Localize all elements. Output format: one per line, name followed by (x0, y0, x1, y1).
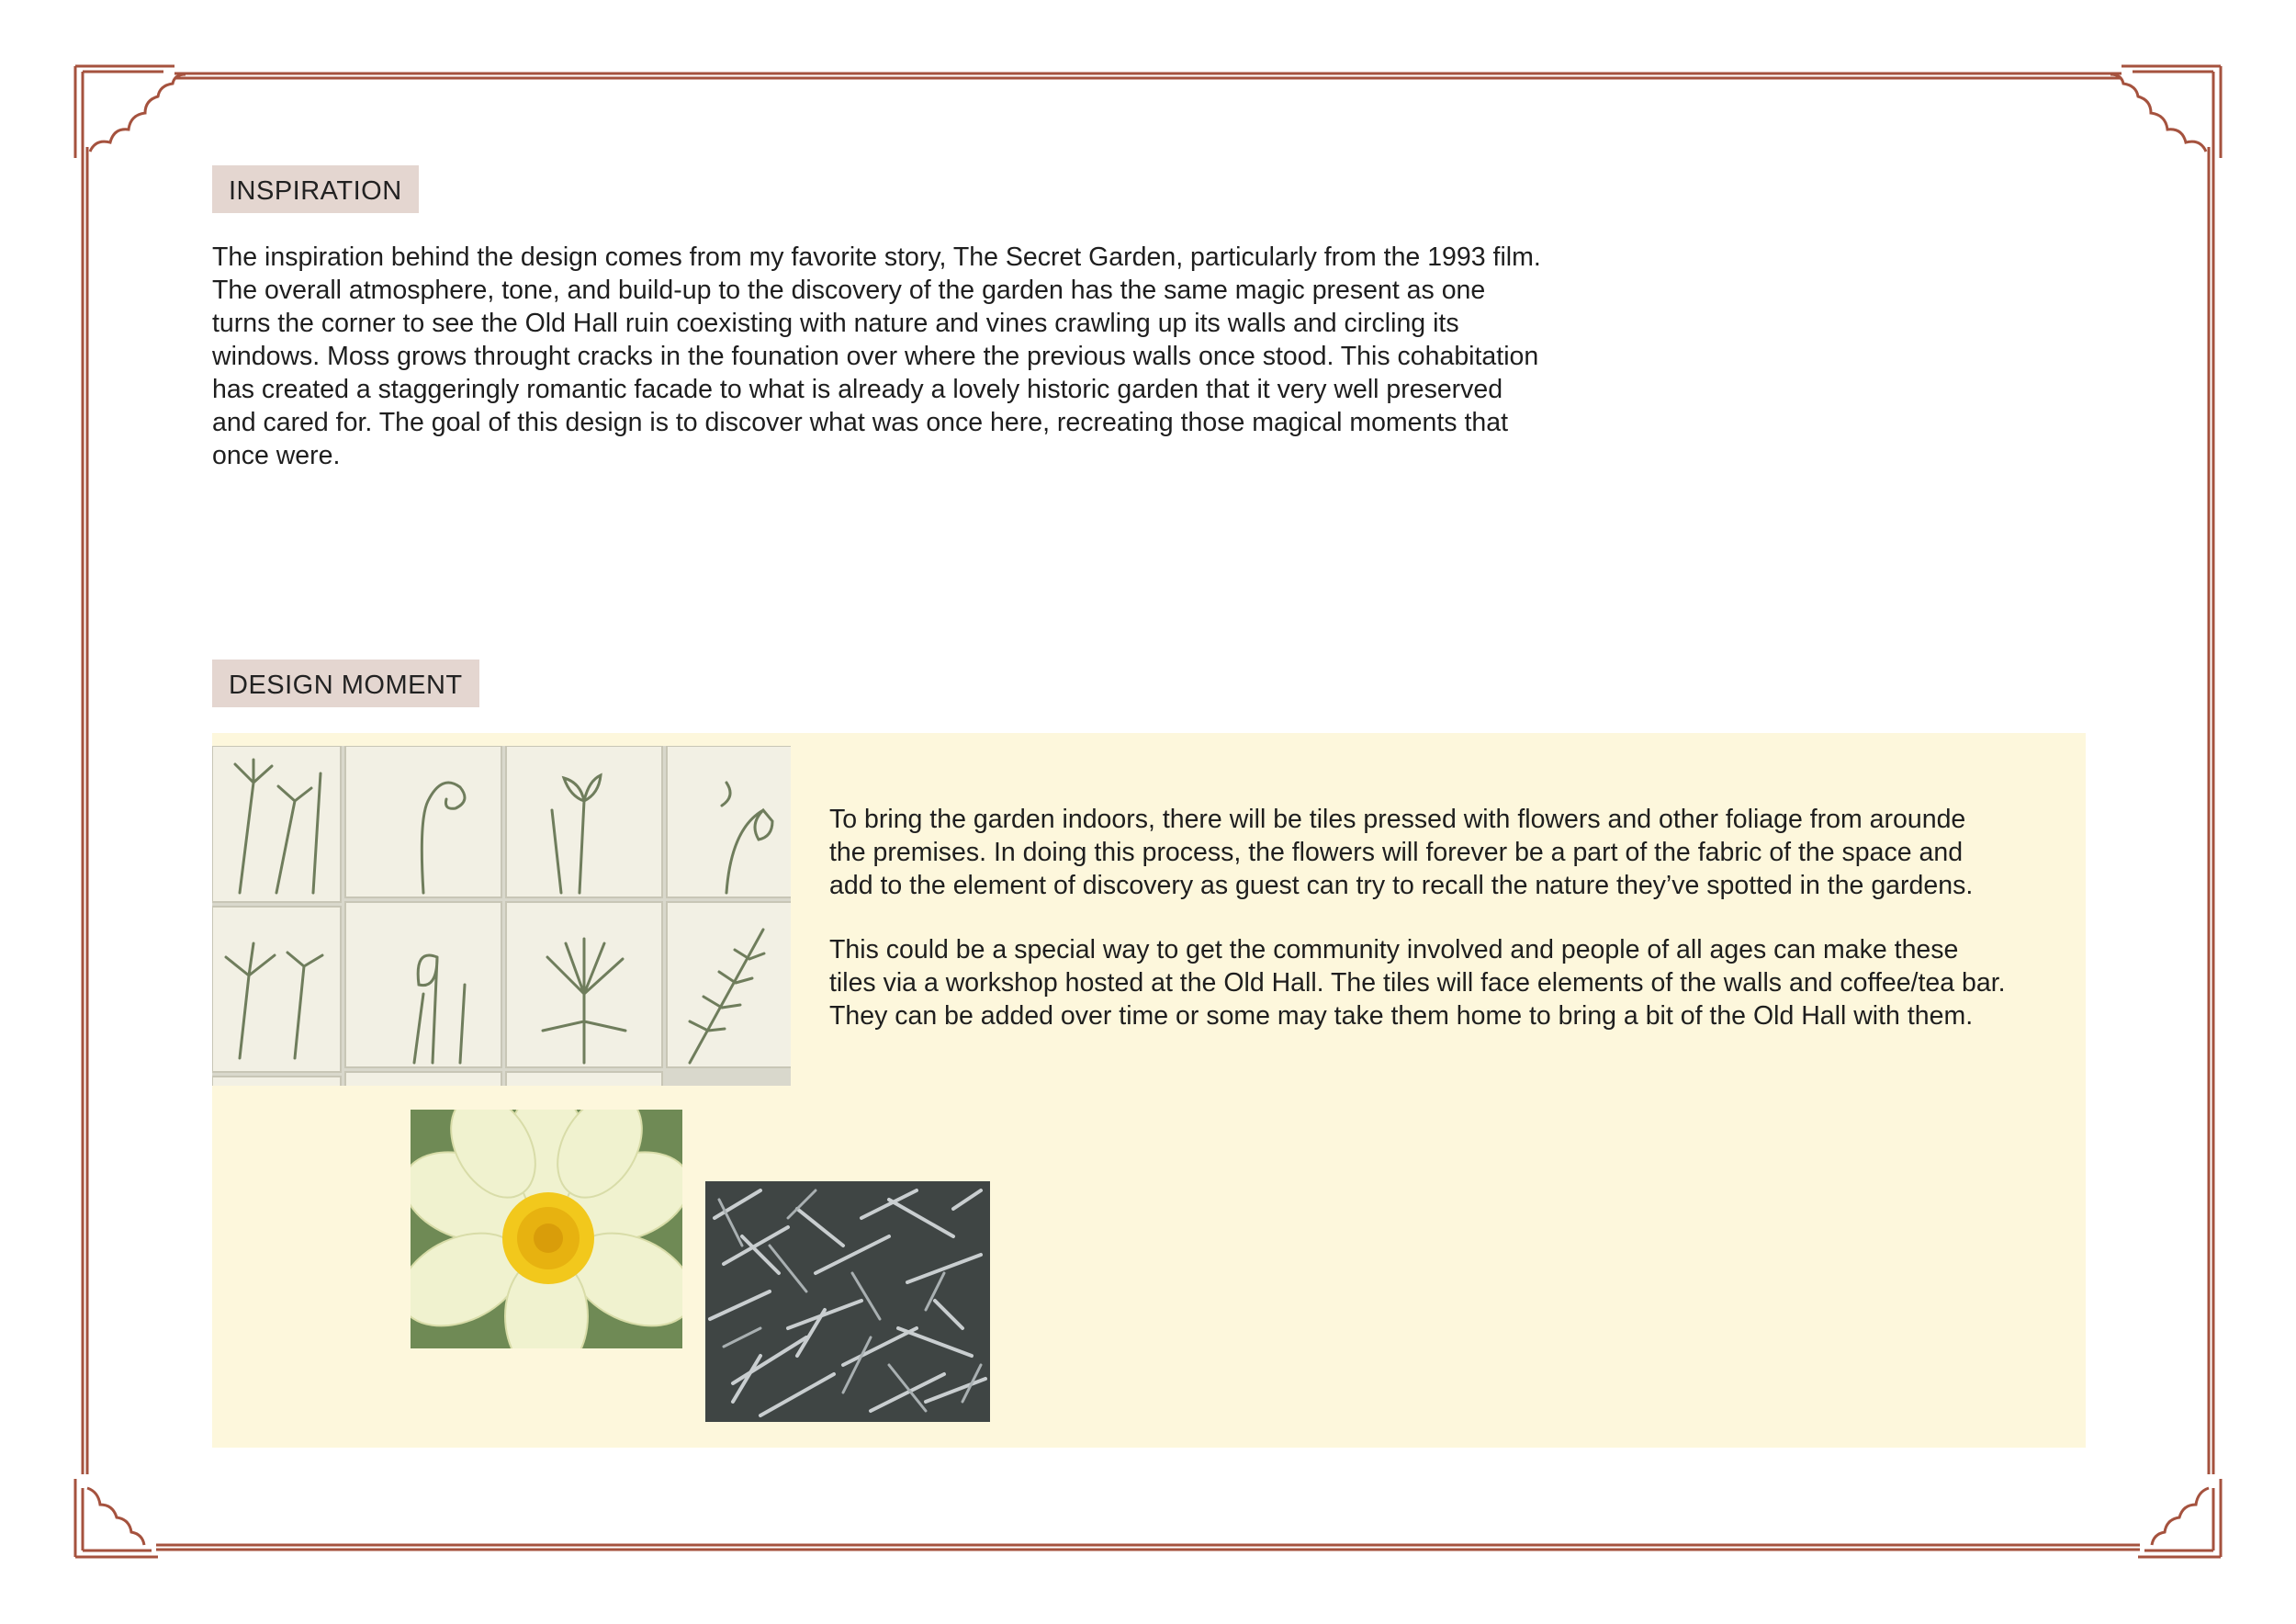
design-line: the premises. In doing this process, the flowers will forever be a part of the fabric of the space and (829, 838, 1964, 867)
pressed-flower-tiles-photo (212, 746, 791, 1086)
white-daisy-photo (411, 1110, 682, 1348)
design-paragraph-1 (829, 803, 2078, 902)
inspiration-line: has created a staggeringly romantic facade to what is already a lovely historic garden that it very well preserved (212, 375, 1503, 404)
inspiration-line: The overall atmosphere, tone, and build-up to the discovery of the garden has the same magic present as one (212, 276, 1486, 305)
design-line: To bring the garden indoors, there will be tiles pressed with flowers and other foliage from arounde (829, 805, 1966, 834)
inspiration-line: windows. Moss grows throught cracks in the founation over where the previous walls once stood. This cohabitation (212, 342, 1539, 371)
inspiration-line: once were. (212, 441, 341, 470)
design-paragraph-2 (829, 933, 2078, 1032)
design-line: tiles via a workshop hosted at the Old Hall. The tiles will face elements of the walls and coffee/tea bar. (829, 968, 2006, 998)
design-line: add to the element of discovery as guest can try to recall the nature they’ve spotted in the gardens. (829, 871, 1974, 900)
inspiration-line: and cared for. The goal of this design is to discover what was once here, recreating those magical moments that (212, 408, 1508, 437)
inspiration-line: The inspiration behind the design comes from my favorite story, The Secret Garden, particularly from the 1993 film. (212, 242, 1541, 272)
design-line: They can be added over time or some may take them home to bring a bit of the Old Hall with them. (829, 1001, 1974, 1031)
silver-foliage-photo (705, 1181, 990, 1422)
inspiration-line: turns the corner to see the Old Hall ruin coexisting with nature and vines crawling up its walls and circling its (212, 309, 1459, 338)
design-line: This could be a special way to get the community involved and people of all ages can make these (829, 935, 1959, 964)
corner-ornament-bottom-left (75, 1479, 158, 1557)
design-moment-text (829, 803, 2078, 1064)
corner-ornament-top-left (75, 66, 186, 158)
corner-ornament-top-right (2110, 66, 2221, 158)
design-moment-heading: DESIGN MOMENT (212, 660, 479, 707)
inspiration-paragraph (212, 241, 1626, 472)
corner-ornament-bottom-right (2138, 1479, 2221, 1557)
inspiration-heading: INSPIRATION (212, 165, 419, 213)
